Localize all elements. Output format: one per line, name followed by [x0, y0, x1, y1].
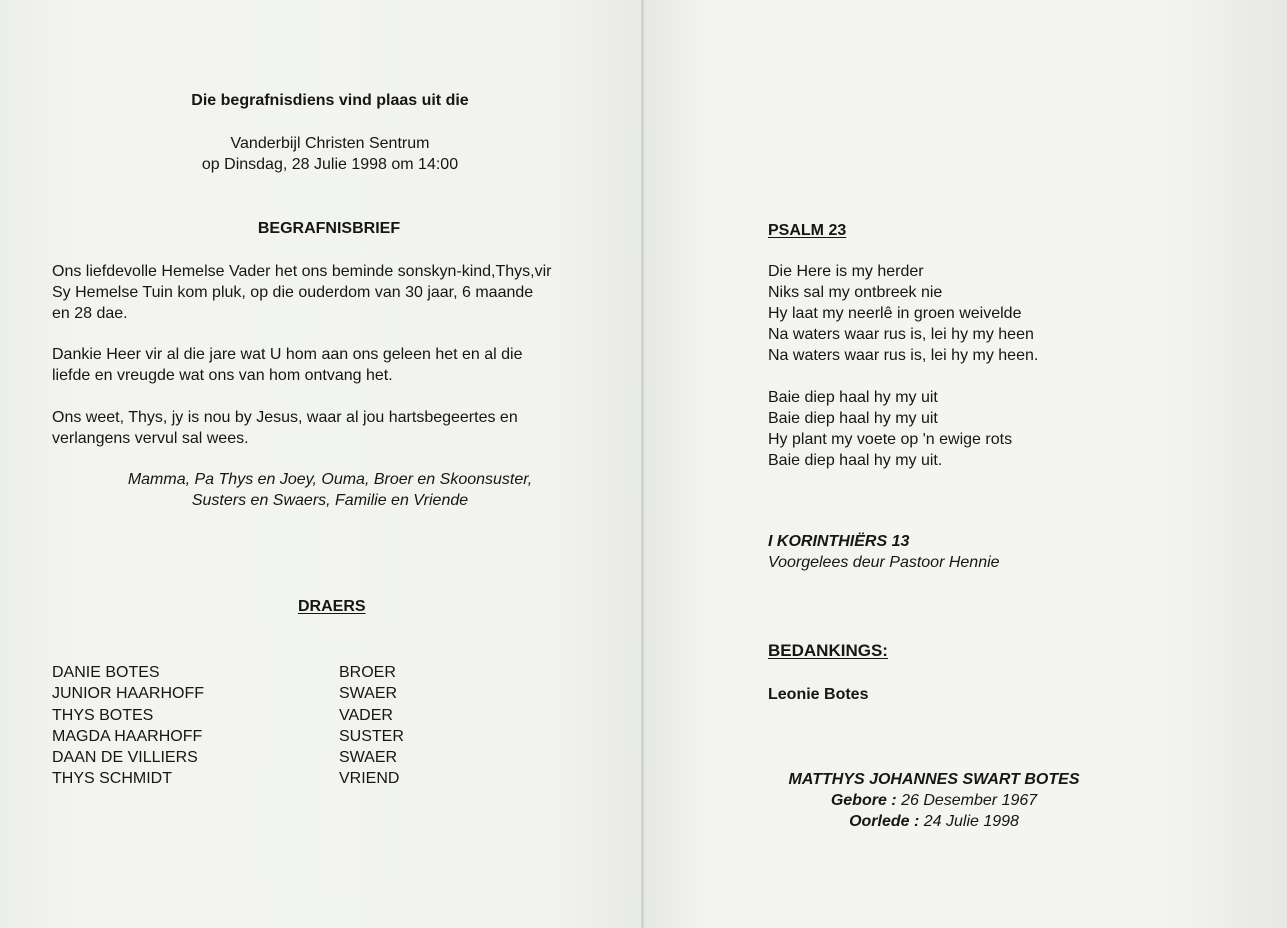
right-page [644, 0, 1287, 928]
psalm-line: Na waters waar rus is, lei hy my heen. [768, 347, 1039, 364]
venue-line: Vanderbijl Christen Sentrum [230, 135, 430, 152]
pallbearer-relation: VADER [339, 707, 393, 724]
psalm-stanza-1 [768, 261, 1038, 366]
pallbearer-relation: SWAER [339, 685, 398, 702]
reading-by: Voorgelees deur Pastoor Hennie [768, 554, 1000, 571]
paragraph-line: Ons weet, Thys, jy is nou by Jesus, waar al jou hartsbegeertes en [52, 409, 518, 426]
paragraph-line: Ons liefdevolle Hemelse Vader het ons beminde sonskyn-kind,Thys,vir [52, 263, 552, 280]
pallbearer-name: MAGDA HAARHOFF [52, 728, 203, 745]
died-date: 24 Julie 1998 [923, 813, 1019, 830]
psalm-stanza-2 [768, 387, 1012, 471]
thanks-name: Leonie Botes [768, 686, 869, 703]
pallbearer-name: JUNIOR HAARHOFF [52, 685, 204, 702]
psalm-line: Die Here is my herder [768, 263, 924, 280]
pallbearer-relation: SUSTER [339, 728, 404, 745]
letter-paragraph-1 [52, 261, 552, 324]
psalm-line: Baie diep haal hy my uit. [768, 452, 943, 469]
born-date: 26 Desember 1967 [901, 792, 1038, 809]
pallbearer-relation: SWAER [339, 749, 398, 766]
heading-begrafnisbrief: BEGRAFNISBRIEF [257, 220, 401, 237]
psalm-line: Hy plant my voete op 'n ewige rots [768, 431, 1013, 448]
born-line [734, 790, 1134, 811]
signature-line: Susters en Swaers, Familie en Vriende [191, 492, 469, 509]
psalm-line: Baie diep haal hy my uit [768, 410, 938, 427]
datetime-line: op Dinsdag, 28 Julie 1998 om 14:00 [201, 156, 459, 173]
intro-line: Die begrafnisdiens vind plaas uit die [191, 92, 469, 109]
paragraph-line: Sy Hemelse Tuin kom pluk, op die ouderdom van 30 jaar, 6 maande [52, 284, 534, 301]
letter-paragraph-3 [52, 407, 518, 449]
died-line [734, 811, 1134, 832]
psalm-line: Hy laat my neerlê in groen weivelde [768, 305, 1022, 322]
deceased-name: MATTHYS JOHANNES SWART BOTES [788, 771, 1080, 788]
reading-title: I KORINTHIËRS 13 [768, 533, 910, 550]
pallbearer-name: DAAN DE VILLIERS [52, 749, 198, 766]
signature-line: Mamma, Pa Thys en Joey, Ouma, Broer en Skoonsuster, [127, 471, 533, 488]
paragraph-line: Dankie Heer vir al die jare wat U hom aan ons geleen het en al die [52, 346, 523, 363]
paragraph-line: en 28 dae. [52, 305, 128, 322]
letter-paragraph-2 [52, 344, 523, 386]
psalm-line: Niks sal my ontbreek nie [768, 284, 943, 301]
psalm-line: Baie diep haal hy my uit [768, 389, 938, 406]
psalm-line: Na waters waar rus is, lei hy my heen [768, 326, 1034, 343]
pallbearer-relation: VRIEND [339, 770, 400, 787]
heading-psalm: PSALM 23 [768, 222, 847, 239]
pallbearer-name: DANIE BOTES [52, 664, 160, 681]
born-label: Gebore : [830, 792, 897, 809]
paragraph-line: liefde en vreugde wat ons van hom ontvang het. [52, 367, 393, 384]
pallbearer-relation: BROER [339, 664, 396, 681]
pallbearer-name: THYS SCHMIDT [52, 770, 172, 787]
left-page [0, 0, 642, 928]
pallbearer-name: THYS BOTES [52, 707, 154, 724]
heading-bedankings: BEDANKINGS: [768, 641, 888, 660]
died-label: Oorlede : [849, 813, 920, 830]
heading-draers: DRAERS [298, 598, 366, 615]
paragraph-line: verlangens vervul sal wees. [52, 430, 249, 447]
